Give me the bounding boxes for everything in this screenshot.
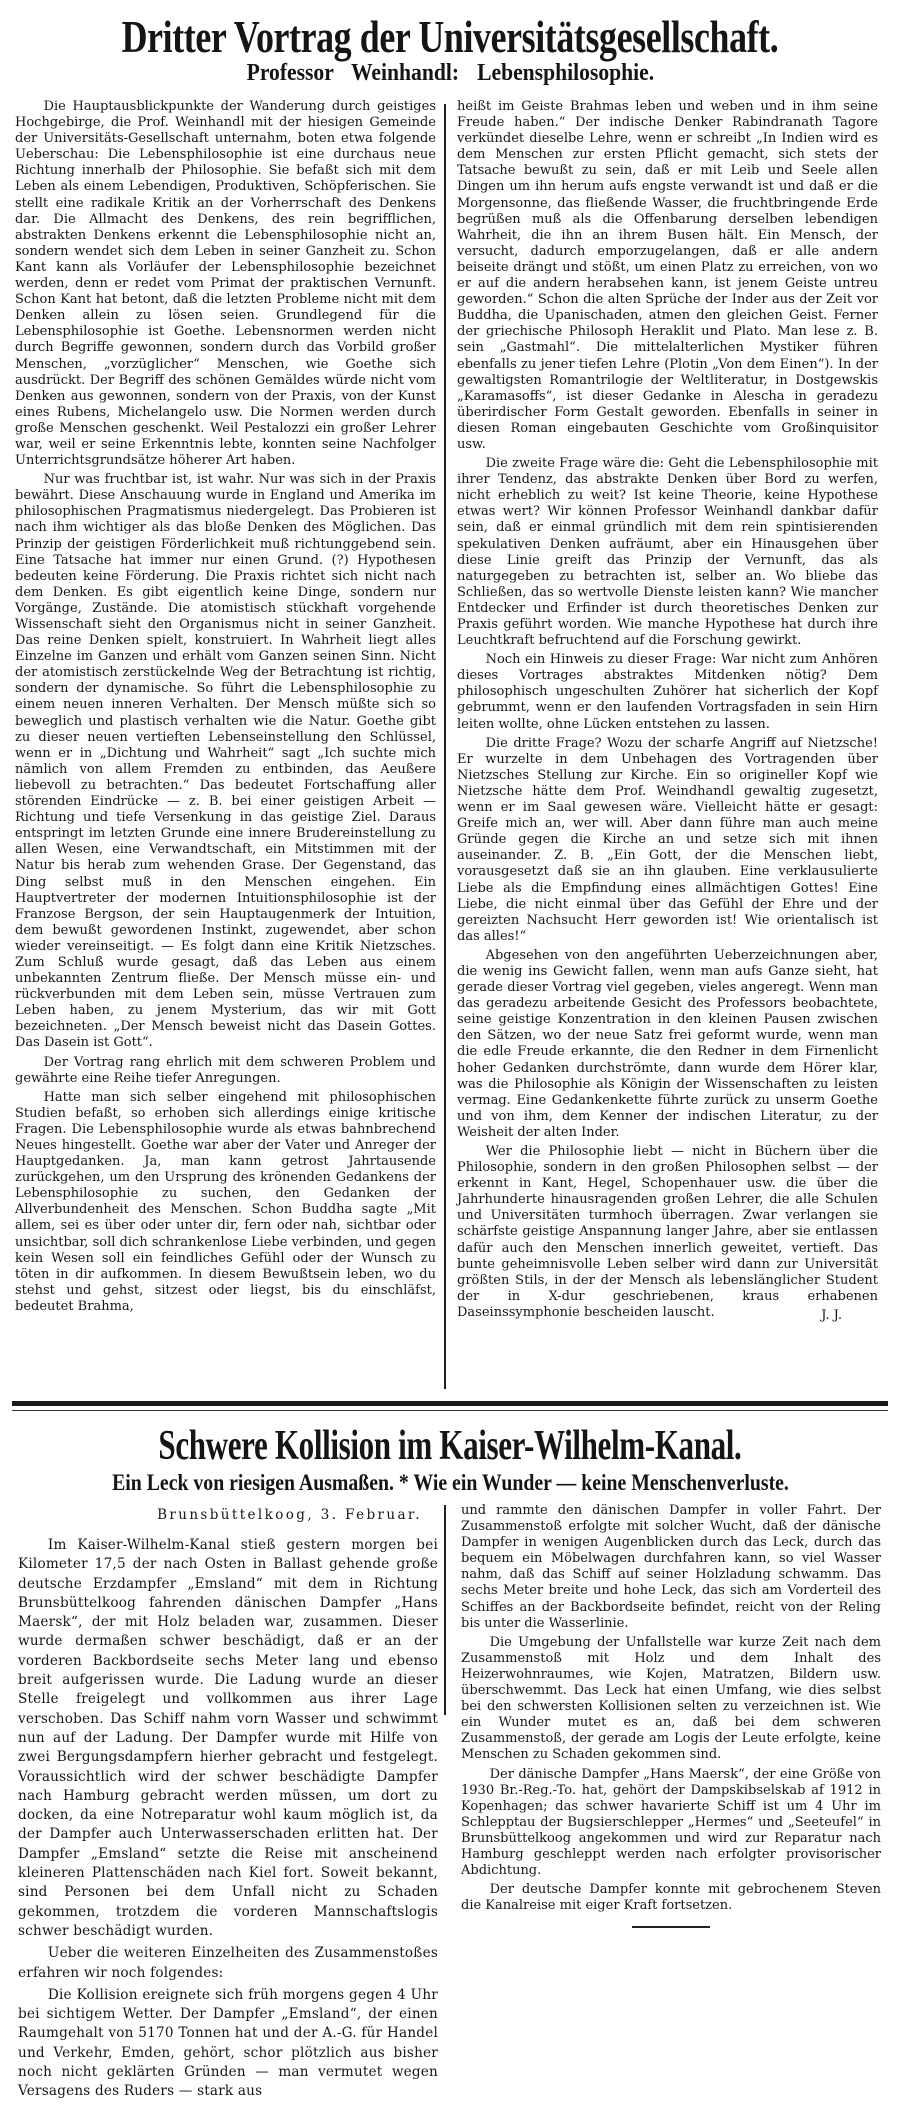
article2-subheadline: [0, 1470, 900, 1496]
paragraph: Der Vortrag rang ehrlich mit dem schweren Problem und gewährte eine Reihe tiefer Anregungen.: [15, 1054, 436, 1086]
paragraph: Die Umgebung der Unfallstelle war kurze Zeit nach dem Zusammenstoß mit Holz und dem Inhalt des Heizerwohnraumes, wie Kojen, Matratzen, Bildern usw. überschwemmt. Das Leck hat einen Umfang, wie dies selbst bei den schwersten Kollisionen selten zu verzeichnen ist. Wie ein Wunder mutet es an, daß bei dem schweren Zusammenstoß, der gerade am Logis der Leute erfolgte, keine Menschen zu Schaden gekommen sind.: [461, 1634, 881, 1763]
paragraph-continuation: heißt im Geiste Brahmas leben und weben und in ihm seine Freude haben.“ Der indische Denker Rabindranath Tagore verkündet dieselbe Lehre, wenn er schreibt „In Indien wird es dem Menschen zur ersten Pflicht gemacht, sich stets der Tatsache bewußt zu sein, daß er mit Leib und Seele allen Dingen um ihn herum aufs engste verwandt ist und daß er die Morgensonne, das fließende Wasser, die fruchtbringende Erde begrüßen muß als die Offenbarung derselben lebendigen Wahrheit, die ihn an ihrem Busen hält. Ein Mensch, der versucht, dadurch emporzugelangen, daß er alle andern beiseite drängt und stößt, um einen Platz zu erreichen, von wo er auf die andern herabsehen kann, ist jenem Geiste untreu geworden.“ Schon die alten Sprüche der Inder aus der Zeit vor Buddha, die Upanischaden, atmen den gleichen Geist. Ferner der griechische Philosoph Heraklit und Plato. Man lese z. B. sein „Gastmahl“. Die mittelalterlichen Mystiker führen ebenfalls zu jener tiefen Lehre (Plotin „Von dem Einen“). In der gewaltigsten Romantrilogie der Weltliteratur, in Dostgewskis „Karamasoffs“, ist dieser Gedanke in Alescha in geradezu überirdischer Form Gestalt geworden. Ebenfalls in seiner in diesen Roman eingebauten Geschichte vom Großinquisitor usw.: [457, 99, 878, 452]
article-end-rule: [632, 1926, 710, 1928]
column-divider: [444, 104, 446, 1389]
paragraph: Wer die Philosophie liebt — nicht in Büchern über die Philosophie, sondern in den großen Philosophen selbst — der erkennt in Kant, Hegel, Schopenhauer usw. die über die Jahrhunderte hinausragenden großen Lehrer, die alle Schulen und Universitäten turmhoch überragen. Zwar verlangen sie schärfste geistige Anspannung langer Jahre, aber sie entlassen dafür auch den Menschen innerlich geweitet, vertieft. Das bunte geheimnisvolle Leben selber wird dann zur Universität größten Stils, in der der Mensch als lebenslänglicher Student der in X-dur geschriebenen, kraus erhabenen Daseinssymphonie bescheiden lauscht.: [457, 1144, 878, 1320]
paragraph: Ueber die weiteren Einzelheiten des Zusammenstoßes erfahren wir noch folgendes:: [18, 1945, 438, 1981]
paragraph: Nur was fruchtbar ist, ist wahr. Nur was sich in der Praxis bewährt. Diese Anschauung wurde in England und Amerika im philosophischen Pragmatismus niedergelegt. Das Probieren ist nach ihm wichtiger als das bloße Denken des Möglichen. Das Prinzip der geistigen Förderlichkeit muß richtunggebend sein. Eine Tatsache hat immer nur einen Grund. (?) Hypothesen bedeuten keine Förderung. Die Praxis richtet sich nicht nach dem Denken. Es gibt eigentlich keine Dinge, sondern nur Vorgänge, Zustände. Die atomistisch stückhaft vorgehende Wissenschaft sieht den Organismus nicht in seiner Ganzheit. Das reine Denken spielt, konstruiert. In Wahrheit liegt alles Einzelne im Ganzen und erhält vom Ganzen seinen Sinn. Nicht der atomistisch zerstückelnde Weg der Betrachtung ist richtig, sondern der dynamische. So führt die Lebensphilosophie zu einem neuen inneren Verhalten. Der Mensch müßte sich so beweglich und plastisch verhalten wie die Natur. Goethe gibt zu dieser neuen vertieften Lebenseinstellung den Schlüssel, wenn er in „Dichtung und Wahrheit“ sagt „Ich suchte mich nämlich von allem Fremden zu entbinden, das Aeußere liebevoll zu betrachten.“ Das bedeutet Fortschaffung aller störenden Eindrücke — z. B. bei einer geistigen Arbeit — Richtung und tiefe Versenkung in das geistige Ziel. Daraus entspringt im letzten Grunde eine innere Brudereinstellung zu allen Wesen, eine Verwandtschaft, ein Mitstimmen mit der Natur bis herab zum wehenden Grase. Der Gegenstand, das Ding selbst muß in den Menschen eingehen. Ein Hauptvertreter der modernen Intuitionsphilosophie ist der Franzose Bergson, der sein Hauptaugenmerk der Intuition, dem bewußt gewordenen Instinkt, zugewendet, aber schon wieder vereinseitigt. — Es folgt dann eine Kritik Nietzsches. Zum Schluß wurde gesagt, daß das Leben aus einem unbekannten Zentrum fließe. Der Mensch müsse ein- und rückverbunden mit dem Leben sein, müsse Vertrauen zum Leben haben, zu jenem Mysterium, das wir mit Gott bezeichneten. „Der Mensch beweist nicht das Dasein Gottes. Das Dasein ist Gott“.: [15, 472, 436, 1051]
article2-headline: [0, 1422, 900, 1470]
paragraph: Die dritte Frage? Wozu der scharfe Angriff auf Nietzsche! Er wurzelte in dem Unbehagen des Vortragenden über Nietzsches Stellung zur Kirche. Ein so origineller Kopf wie Nietzsche hätte dem Prof. Weindhandl gewaltig zugesetzt, wenn er im Saal gewesen wäre. Vielleicht hätte er gesagt: Greife mich an, wer will. Aber dann führe man auch meine Gründe gegen die Kirche an und setze sich mit ihnen auseinander. Z. B. „Ein Gott, der die Menschen liebt, vorausgesetzt daß sie an ihn glauben. Eine verklausulierte Liebe als die Empfindung eines allmächtigen Gottes! Eine Liebe, die nicht einmal über das Gefühl der Ehre und der gereizten Nachsucht Herr geworden ist! Wie orientalisch ist das alles!“: [457, 735, 878, 944]
article1-right-column: [457, 99, 878, 1324]
paragraph: Der dänische Dampfer „Hans Maersk“, der eine Größe von 1930 Br.-Reg.-To. hat, gehört der Dampskibselskab af 1912 in Kopenhagen; das schwer havarierte Schiff ist um 4 Uhr im Schlepptau der Bugsierschlepper „Hermes“ und „Seeteufel“ in Brunsbüttelkoog angekommen und wird zur Reparatur nach Hamburg geschleppt werden nach erfolgter provisorischer Abdichtung.: [461, 1766, 881, 1879]
paragraph-continuation: und rammte den dänischen Dampfer in voller Fahrt. Der Zusammenstoß erfolgte mit solcher Wucht, daß der dänische Dampfer in wenigen Augenblicken durch das Leck, durch das bequem ein Möbelwagen durchfahren kann, so viel Wasser nahm, daß das Schiff auf seiner Holzladung schwamm. Das sechs Meter breite und hohe Leck, das sich am Vorderteil des Schiffes an der Backbordseite befindet, reicht von der Reling bis unter die Wasserlinie.: [461, 1503, 881, 1631]
article1-left-column: [15, 99, 436, 1318]
paragraph: Abgesehen von den angeführten Ueberzeichnungen aber, die wenig ins Gewicht fallen, wenn man aufs Ganze sieht, hat gerade dieser Vortrag viel gegeben, vieles angeregt. Wenn man das geradezu arbeitende Gesicht des Professors beobachtete, seine geistige Konzentration in den kleinen Pausen zwischen den Sätzen, wo der neue Satz frei geformt wurde, wenn man die edle Freude erkannte, die den Redner in dem Firnenlicht hoher Gedanken durchströmte, dann wurde dem Hörer klar, was die Philosophie als Königin der Wissenschaften zu leisten vermag. Eine Gedankenkette führte zurück zu unserm Goethe und von ihm, dem Kenner der indischen Literatur, zu der Weisheit der alten Inder.: [457, 947, 878, 1140]
paragraph: Die Kollision ereignete sich früh morgens gegen 4 Uhr bei sichtigem Wetter. Der Dampfer „Emsland“, der einen Raumgehalt von 5170 Tonnen hat und der A.-G. für Handel und Verkehr, Emden, gehört, schor plötzlich aus bisher noch nicht geklärten Gründen — man vermutet wegen Versagens des Ruders — stark aus: [18, 1986, 438, 2100]
section-divider-thick: [12, 1401, 888, 1406]
author-signature: J. J.: [821, 1308, 842, 1324]
column-divider: [444, 1505, 446, 1715]
article2-right-column: [461, 1503, 881, 1928]
article1-subtitle: Professor Weinhandl: Lebensphilosophie.: [246, 60, 654, 86]
article2-dateline: Brunsbüttelkoog, 3. Februar.: [157, 1507, 422, 1523]
paragraph: Hatte man sich selber eingehend mit philosophischen Studien befaßt, so erhoben sich allerdings einige kritische Fragen. Die Lebensphilosophie wurde als etwas bahnbrechend Neues hingestellt. Goethe war aber der Vater und Anreger der Hauptgedanken. Ja, man kann getrost Jahrtausende zurückgehen, um den Ursprung des krönenden Gedankens der Lebensphilosophie zu suchen, den Gedanken der Allverbundenheit des Menschen. Schon Buddha sagte „Mit allem, sei es über oder unter dir, fern oder nah, sichtbar oder unsichtbar, soll dich schrankenlose Liebe verbinden, und gegen kein Wesen soll ein feindliches Gefühl oder der Wunsch zu töten in dir aufkommen. In diesem Bewußtsein leben, wo du stehst und gehst, sitzest oder liegst, bis du einschläfst, bedeutet Brahma,: [15, 1089, 436, 1314]
article2-title: Schwere Kollision im Kaiser-Wilhelm-Kanal.: [158, 1423, 742, 1469]
paragraph: Die Hauptausblickpunkte der Wanderung durch geistiges Hochgebirge, die Prof. Weinhandl mit der hiesigen Gemeinde der Universitäts-Gesellschaft unternahm, boten etwa folgende Ueberschau: Die Lebensphilosophie ist eine durchaus neue Richtung innerhalb der Philosophie. Sie befaßt sich mit dem Leben als einem Lebendigen, Produktiven, Schöpferischen. Sie stellt eine radikale Kritik an der Vorherrschaft des Denkens dar. Die Allmacht des Denkens, des rein begrifflichen, abstrakten Denkens erkennt die Lebensphilosophie nicht an, sondern wendet sich dem Leben in seiner Ganzheit zu. Schon Kant kann als Vorläufer der Lebensphilosophie bezeichnet werden, denn er redet vom Primat der praktischen Vernunft. Schon Kant hat betont, daß die letzten Probleme nicht mit dem Denken allein zu lösen seien. Grundlegend für die Lebensphilosophie ist Goethe. Lebensnormen werden nicht durch Begriffe gewonnen, sondern durch das Vorbild großer Menschen, „vorzüglicher“ Menschen, wie Goethe sich ausdrückt. Der Begriff des schönen Gemäldes würde nicht vom Denken aus gewonnen, sondern von der Praxis, von der Kunst eines Rubens, Michelangelo usw. Die Normen werden durch große Menschen geschenkt. Weil Pestalozzi ein großer Lehrer war, weil er seine Erkenntnis lebte, konnten seine Nachfolger Unterrichtsgrundsätze höherer Art haben.: [15, 99, 436, 469]
article1-headline: [0, 10, 900, 63]
paragraph: Der deutsche Dampfer konnte mit gebrochenem Steven die Kanalreise mit eiger Kraft fortsetzen.: [461, 1882, 881, 1914]
paragraph: Noch ein Hinweis zu dieser Frage: War nicht zum Anhören dieses Vortrages abstraktes Mitdenken nötig? Dem philosophisch ungeschulten Zuhörer hat sicherlich der Kopf gebrummt, wenn er den laufenden Vortragsfaden in sein Hirn leiten wollte, ohne Lücken entstehen zu lassen.: [457, 652, 878, 732]
paragraph: Die zweite Frage wäre die: Geht die Lebensphilosophie mit ihrer Tendenz, das abstrakte Denken über Bord zu werfen, nicht erheblich zu weit? Ist keine Theorie, keine Hypothese etwas wert? Wir können Professor Weinhandl dankbar dafür sein, daß er einmal gründlich mit dem rein spintisierenden spekulativen Denken aufräumt, aber ein Hinausgehen über diese Linie greift das Prinzip der Vernunft, das als naturgegeben zu betrachten ist, selber an. Wo bliebe das Schließen, das so wertvolle Dienste leisten kann? Wie mancher Entdecker und Erfinder ist durch theoretisches Denken zur Praxis geführt worden. Wie manche Hypothese hat durch ihre Leuchtkraft befruchtend auf die Forschung gewirkt.: [457, 456, 878, 649]
section-divider-thin: [12, 1410, 888, 1411]
paragraph: Im Kaiser-Wilhelm-Kanal stieß gestern morgen bei Kilometer 17,5 der nach Osten in Ballast gehende große deutsche Erzdampfer „Emsland“ mit dem in Richtung Brunsbüttelkoog fahrenden dänischen Dampfer „Hans Maersk“, der mit Holz beladen war, zusammen. Dieser wurde dermaßen schwer beschädigt, daß er an der vorderen Backbordseite sechs Meter lang und ebenso breit aufgerissen wurde. Die Ladung wurde an dieser Stelle freigelegt und vollkommen aus ihrer Lage verschoben. Das Schiff nahm vorn Wasser und schwimmt nun auf der Ladung. Der Dampfer wurde mit Hilfe von zwei Bergungsdampfern hierher gebracht und festgelegt. Voraussichtlich wird der schwer beschädigte Dampfer nach Hamburg gebracht werden müssen, um dort zu docken, da eine Notreparatur wohl kaum möglich ist, da der Dampfer auch Unterwasserschaden erlitten hat. Der Dampfer „Emsland“ setzte die Reise mit anscheinend kleineren Plattenschäden nach Kiel fort. Soweit bekannt, sind Personen bei dem Unfall nicht zu Schaden gekommen, trotzdem die vorderen Mannschaftslogis schwer beschädigt wurden.: [18, 1537, 438, 1939]
article2-left-column: [18, 1536, 438, 2105]
article1-title: Dritter Vortrag der Universitätsgesellschaft.: [121, 11, 779, 62]
article2-subtitle: Ein Leck von riesigen Ausmaßen. * Wie ein Wunder — keine Menschenverluste.: [111, 1470, 789, 1495]
article1-subheadline: [0, 60, 900, 87]
